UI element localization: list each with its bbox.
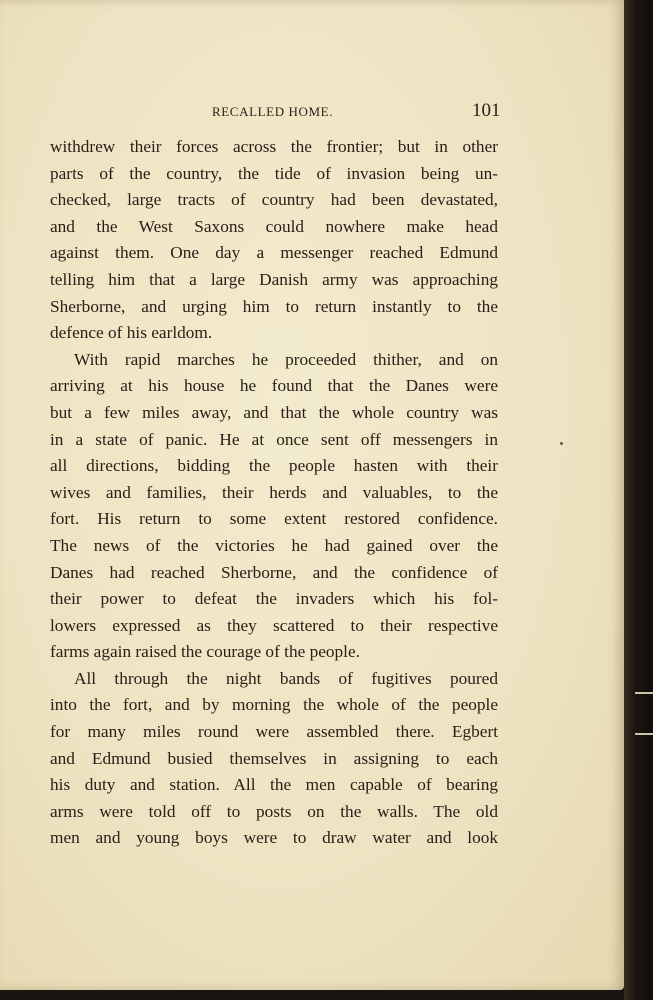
book-spine-edge bbox=[624, 0, 653, 1000]
text-line: and the West Saxons could nowhere make head bbox=[50, 216, 498, 236]
text-line: arriving at his house he found that the Danes were bbox=[50, 376, 498, 396]
paper-speck bbox=[560, 442, 563, 445]
text-line: against them. One day a messenger reached Edmund bbox=[50, 243, 498, 263]
text-line: With rapid marches he proceeded thither, and on bbox=[74, 349, 498, 369]
page-number: 101 bbox=[472, 100, 501, 121]
running-head: RECALLED HOME. bbox=[212, 104, 334, 119]
text-line: but a few miles away, and that the whole country was bbox=[50, 402, 498, 422]
spine-mark bbox=[635, 733, 653, 735]
text-line: arms were told off to posts on the walls. The old bbox=[50, 801, 498, 821]
text-line: defence of his earldom. bbox=[50, 323, 213, 343]
text-line: telling him that a large Danish army was approaching bbox=[50, 269, 498, 289]
text-line: farms again raised the courage of the people. bbox=[50, 642, 360, 662]
text-line: All through the night bands of fugitives poured bbox=[74, 668, 498, 688]
text-line: into the fort, and by morning the whole of the people bbox=[50, 695, 498, 715]
text-line: checked, large tracts of country had been devastated, bbox=[50, 190, 498, 210]
text-line: withdrew their forces across the frontier; but in other bbox=[50, 137, 498, 156]
text-line: parts of the country, the tide of invasion being un- bbox=[50, 163, 498, 183]
body-text bbox=[50, 134, 498, 852]
text-line: The news of the victories he had gained over the bbox=[50, 535, 498, 555]
text-line: their power to defeat the invaders which his fol- bbox=[50, 589, 498, 609]
text-line: men and young boys were to draw water and look bbox=[50, 828, 498, 848]
spine-mark bbox=[635, 692, 653, 694]
text-line: wives and families, their herds and valuables, to the bbox=[50, 482, 498, 502]
page-header bbox=[0, 100, 624, 124]
text-line: all directions, bidding the people hasten with their bbox=[50, 456, 498, 476]
text-line: Sherborne, and urging him to return instantly to the bbox=[50, 296, 498, 316]
text-line: for many miles round were assembled there. Egbert bbox=[50, 722, 498, 742]
text-line: in a state of panic. He at once sent off messengers in bbox=[50, 429, 498, 449]
text-line: fort. His return to some extent restored confidence. bbox=[50, 509, 498, 529]
text-line: and Edmund busied themselves in assigning to each bbox=[50, 748, 498, 768]
text-line: Danes had reached Sherborne, and the confidence of bbox=[50, 562, 498, 582]
text-line: his duty and station. All the men capable of bearing bbox=[50, 775, 498, 795]
text-line: lowers expressed as they scattered to their respective bbox=[50, 615, 498, 635]
